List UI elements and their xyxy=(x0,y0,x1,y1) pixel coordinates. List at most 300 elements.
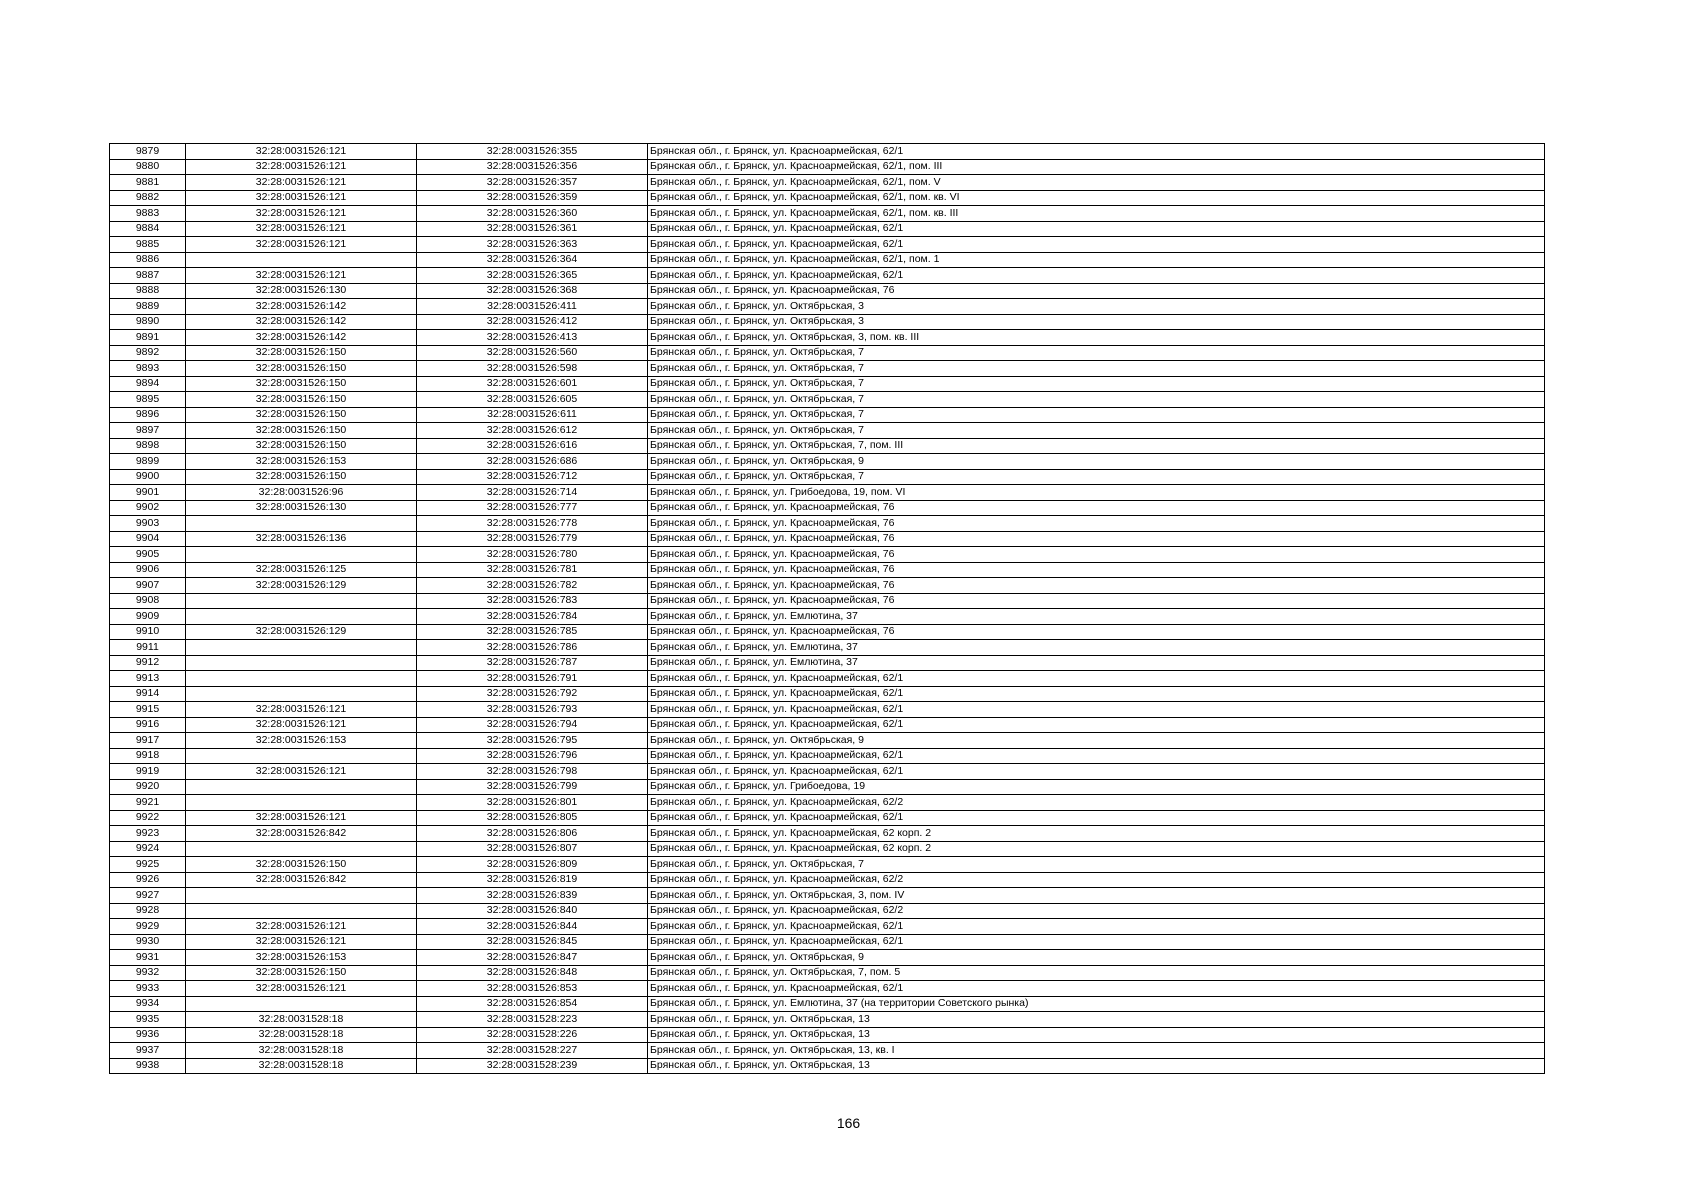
table-row xyxy=(110,717,1545,733)
cadastral-number-cell: 32:28:0031526:355 xyxy=(417,144,648,160)
parent-cadastral-number-cell xyxy=(186,888,417,904)
row-number-cell: 9926 xyxy=(110,872,186,888)
row-number-cell: 9917 xyxy=(110,733,186,749)
cadastral-number-cell: 32:28:0031526:360 xyxy=(417,206,648,222)
table-row xyxy=(110,1058,1545,1074)
row-number-cell: 9899 xyxy=(110,454,186,470)
address-cell: Брянская обл., г. Брянск, ул. Красноармейская, 62/1 xyxy=(648,237,1545,253)
parent-cadastral-number-cell: 32:28:0031526:121 xyxy=(186,159,417,175)
address-cell: Брянская обл., г. Брянск, ул. Октябрьская, 7 xyxy=(648,857,1545,873)
row-number-cell: 9903 xyxy=(110,516,186,532)
table-row xyxy=(110,438,1545,454)
cadastral-number-cell: 32:28:0031526:364 xyxy=(417,252,648,268)
address-cell: Брянская обл., г. Брянск, ул. Красноармейская, 62/1, пом. кв. III xyxy=(648,206,1545,222)
address-cell: Брянская обл., г. Брянск, ул. Октябрьская, 7, пом. 5 xyxy=(648,965,1545,981)
page-number: 166 xyxy=(836,1115,861,1131)
table-row xyxy=(110,206,1545,222)
address-cell: Брянская обл., г. Брянск, ул. Октябрьская, 9 xyxy=(648,454,1545,470)
parent-cadastral-number-cell: 32:28:0031526:150 xyxy=(186,345,417,361)
parent-cadastral-number-cell: 32:28:0031526:136 xyxy=(186,531,417,547)
parent-cadastral-number-cell xyxy=(186,795,417,811)
cadastral-number-cell: 32:28:0031526:605 xyxy=(417,392,648,408)
table-row xyxy=(110,190,1545,206)
table-row xyxy=(110,547,1545,563)
parent-cadastral-number-cell: 32:28:0031526:121 xyxy=(186,206,417,222)
parent-cadastral-number-cell: 32:28:0031528:18 xyxy=(186,1027,417,1043)
table-row xyxy=(110,407,1545,423)
table-row xyxy=(110,454,1545,470)
row-number-cell: 9920 xyxy=(110,779,186,795)
parent-cadastral-number-cell: 32:28:0031526:121 xyxy=(186,764,417,780)
row-number-cell: 9897 xyxy=(110,423,186,439)
table-row xyxy=(110,423,1545,439)
cadastral-number-cell: 32:28:0031526:560 xyxy=(417,345,648,361)
row-number-cell: 9892 xyxy=(110,345,186,361)
address-cell: Брянская обл., г. Брянск, ул. Октябрьская, 3, пом. кв. III xyxy=(648,330,1545,346)
row-number-cell: 9916 xyxy=(110,717,186,733)
address-cell: Брянская обл., г. Брянск, ул. Октябрьская, 9 xyxy=(648,733,1545,749)
row-number-cell: 9895 xyxy=(110,392,186,408)
row-number-cell: 9908 xyxy=(110,593,186,609)
address-cell: Брянская обл., г. Брянск, ул. Октябрьская, 13 xyxy=(648,1027,1545,1043)
address-cell: Брянская обл., г. Брянск, ул. Октябрьская, 13, кв. I xyxy=(648,1043,1545,1059)
address-cell: Брянская обл., г. Брянск, ул. Красноармейская, 62/1, пом. III xyxy=(648,159,1545,175)
table-row xyxy=(110,268,1545,284)
row-number-cell: 9905 xyxy=(110,547,186,563)
table-row xyxy=(110,764,1545,780)
table-row xyxy=(110,1012,1545,1028)
cadastral-number-cell: 32:28:0031526:356 xyxy=(417,159,648,175)
address-cell: Брянская обл., г. Брянск, ул. Красноармейская, 62/1 xyxy=(648,221,1545,237)
row-number-cell: 9931 xyxy=(110,950,186,966)
address-cell: Брянская обл., г. Брянск, ул. Красноармейская, 62 корп. 2 xyxy=(648,826,1545,842)
row-number-cell: 9912 xyxy=(110,655,186,671)
cadastral-number-cell: 32:28:0031526:785 xyxy=(417,624,648,640)
property-register-table xyxy=(109,143,1545,1074)
table-row xyxy=(110,237,1545,253)
table-row xyxy=(110,469,1545,485)
cadastral-number-cell: 32:28:0031526:791 xyxy=(417,671,648,687)
cadastral-number-cell: 32:28:0031526:792 xyxy=(417,686,648,702)
cadastral-number-cell: 32:28:0031526:714 xyxy=(417,485,648,501)
parent-cadastral-number-cell: 32:28:0031526:150 xyxy=(186,438,417,454)
cadastral-number-cell: 32:28:0031526:801 xyxy=(417,795,648,811)
parent-cadastral-number-cell: 32:28:0031526:121 xyxy=(186,981,417,997)
parent-cadastral-number-cell: 32:28:0031526:150 xyxy=(186,361,417,377)
cadastral-number-cell: 32:28:0031526:845 xyxy=(417,934,648,950)
address-cell: Брянская обл., г. Брянск, ул. Красноармейская, 62/1 xyxy=(648,144,1545,160)
row-number-cell: 9880 xyxy=(110,159,186,175)
address-cell: Брянская обл., г. Брянск, ул. Красноармейская, 62/1 xyxy=(648,934,1545,950)
row-number-cell: 9902 xyxy=(110,500,186,516)
row-number-cell: 9910 xyxy=(110,624,186,640)
row-number-cell: 9929 xyxy=(110,919,186,935)
row-number-cell: 9927 xyxy=(110,888,186,904)
parent-cadastral-number-cell: 32:28:0031526:153 xyxy=(186,950,417,966)
cadastral-number-cell: 32:28:0031526:807 xyxy=(417,841,648,857)
row-number-cell: 9922 xyxy=(110,810,186,826)
table-row xyxy=(110,733,1545,749)
row-number-cell: 9881 xyxy=(110,175,186,191)
address-cell: Брянская обл., г. Брянск, ул. Красноармейская, 62/1 xyxy=(648,764,1545,780)
cadastral-number-cell: 32:28:0031526:799 xyxy=(417,779,648,795)
cadastral-number-cell: 32:28:0031526:805 xyxy=(417,810,648,826)
table-row xyxy=(110,500,1545,516)
row-number-cell: 9896 xyxy=(110,407,186,423)
register-table-body xyxy=(110,144,1545,1074)
address-cell: Брянская обл., г. Брянск, ул. Грибоедова, 19, пом. VI xyxy=(648,485,1545,501)
cadastral-number-cell: 32:28:0031526:806 xyxy=(417,826,648,842)
address-cell: Брянская обл., г. Брянск, ул. Красноармейская, 76 xyxy=(648,283,1545,299)
parent-cadastral-number-cell xyxy=(186,252,417,268)
cadastral-number-cell: 32:28:0031526:793 xyxy=(417,702,648,718)
row-number-cell: 9900 xyxy=(110,469,186,485)
address-cell: Брянская обл., г. Брянск, ул. Емлютина, 37 xyxy=(648,609,1545,625)
parent-cadastral-number-cell xyxy=(186,655,417,671)
row-number-cell: 9906 xyxy=(110,562,186,578)
parent-cadastral-number-cell: 32:28:0031526:121 xyxy=(186,144,417,160)
cadastral-number-cell: 32:28:0031526:809 xyxy=(417,857,648,873)
row-number-cell: 9935 xyxy=(110,1012,186,1028)
row-number-cell: 9893 xyxy=(110,361,186,377)
parent-cadastral-number-cell: 32:28:0031526:121 xyxy=(186,934,417,950)
cadastral-number-cell: 32:28:0031528:239 xyxy=(417,1058,648,1074)
table-row xyxy=(110,159,1545,175)
address-cell: Брянская обл., г. Брянск, ул. Красноармейская, 76 xyxy=(648,500,1545,516)
cadastral-number-cell: 32:28:0031526:840 xyxy=(417,903,648,919)
address-cell: Брянская обл., г. Брянск, ул. Октябрьская, 3, пом. IV xyxy=(648,888,1545,904)
address-cell: Брянская обл., г. Брянск, ул. Октябрьская, 13 xyxy=(648,1058,1545,1074)
table-row xyxy=(110,578,1545,594)
table-row xyxy=(110,376,1545,392)
row-number-cell: 9925 xyxy=(110,857,186,873)
address-cell: Брянская обл., г. Брянск, ул. Красноармейская, 62/2 xyxy=(648,795,1545,811)
address-cell: Брянская обл., г. Брянск, ул. Красноармейская, 76 xyxy=(648,562,1545,578)
parent-cadastral-number-cell: 32:28:0031526:121 xyxy=(186,190,417,206)
row-number-cell: 9889 xyxy=(110,299,186,315)
address-cell: Брянская обл., г. Брянск, ул. Октябрьская, 7 xyxy=(648,392,1545,408)
table-row xyxy=(110,392,1545,408)
parent-cadastral-number-cell: 32:28:0031526:150 xyxy=(186,407,417,423)
parent-cadastral-number-cell: 32:28:0031526:150 xyxy=(186,469,417,485)
cadastral-number-cell: 32:28:0031526:787 xyxy=(417,655,648,671)
address-cell: Брянская обл., г. Брянск, ул. Красноармейская, 62/1 xyxy=(648,686,1545,702)
cadastral-number-cell: 32:28:0031526:798 xyxy=(417,764,648,780)
table-row xyxy=(110,950,1545,966)
cadastral-number-cell: 32:28:0031526:616 xyxy=(417,438,648,454)
row-number-cell: 9933 xyxy=(110,981,186,997)
table-row xyxy=(110,795,1545,811)
table-row xyxy=(110,1027,1545,1043)
address-cell: Брянская обл., г. Брянск, ул. Красноармейская, 62/1, пом. кв. VI xyxy=(648,190,1545,206)
table-row xyxy=(110,531,1545,547)
cadastral-number-cell: 32:28:0031526:778 xyxy=(417,516,648,532)
address-cell: Брянская обл., г. Брянск, ул. Красноармейская, 62/1 xyxy=(648,671,1545,687)
cadastral-number-cell: 32:28:0031526:363 xyxy=(417,237,648,253)
table-row xyxy=(110,810,1545,826)
table-row xyxy=(110,624,1545,640)
address-cell: Брянская обл., г. Брянск, ул. Красноармейская, 62/1 xyxy=(648,810,1545,826)
parent-cadastral-number-cell: 32:28:0031526:142 xyxy=(186,299,417,315)
cadastral-number-cell: 32:28:0031526:783 xyxy=(417,593,648,609)
table-row xyxy=(110,857,1545,873)
parent-cadastral-number-cell: 32:28:0031526:129 xyxy=(186,624,417,640)
cadastral-number-cell: 32:28:0031526:839 xyxy=(417,888,648,904)
table-row xyxy=(110,640,1545,656)
parent-cadastral-number-cell: 32:28:0031526:129 xyxy=(186,578,417,594)
address-cell: Брянская обл., г. Брянск, ул. Красноармейская, 76 xyxy=(648,547,1545,563)
address-cell: Брянская обл., г. Брянск, ул. Октябрьская, 3 xyxy=(648,299,1545,315)
parent-cadastral-number-cell: 32:28:0031526:842 xyxy=(186,872,417,888)
cadastral-number-cell: 32:28:0031526:361 xyxy=(417,221,648,237)
address-cell: Брянская обл., г. Брянск, ул. Грибоедова, 19 xyxy=(648,779,1545,795)
row-number-cell: 9936 xyxy=(110,1027,186,1043)
cadastral-number-cell: 32:28:0031526:782 xyxy=(417,578,648,594)
cadastral-number-cell: 32:28:0031526:853 xyxy=(417,981,648,997)
cadastral-number-cell: 32:28:0031526:847 xyxy=(417,950,648,966)
parent-cadastral-number-cell xyxy=(186,996,417,1012)
table-row xyxy=(110,841,1545,857)
row-number-cell: 9886 xyxy=(110,252,186,268)
table-row xyxy=(110,593,1545,609)
parent-cadastral-number-cell: 32:28:0031526:142 xyxy=(186,314,417,330)
row-number-cell: 9907 xyxy=(110,578,186,594)
address-cell: Брянская обл., г. Брянск, ул. Октябрьская, 7 xyxy=(648,469,1545,485)
row-number-cell: 9904 xyxy=(110,531,186,547)
row-number-cell: 9915 xyxy=(110,702,186,718)
parent-cadastral-number-cell: 32:28:0031526:130 xyxy=(186,283,417,299)
parent-cadastral-number-cell: 32:28:0031526:125 xyxy=(186,562,417,578)
parent-cadastral-number-cell: 32:28:0031526:121 xyxy=(186,717,417,733)
address-cell: Брянская обл., г. Брянск, ул. Красноармейская, 76 xyxy=(648,624,1545,640)
cadastral-number-cell: 32:28:0031528:223 xyxy=(417,1012,648,1028)
parent-cadastral-number-cell: 32:28:0031526:150 xyxy=(186,423,417,439)
table-row xyxy=(110,299,1545,315)
table-row xyxy=(110,826,1545,842)
cadastral-number-cell: 32:28:0031526:601 xyxy=(417,376,648,392)
row-number-cell: 9909 xyxy=(110,609,186,625)
address-cell: Брянская обл., г. Брянск, ул. Октябрьская, 7 xyxy=(648,376,1545,392)
cadastral-number-cell: 32:28:0031526:854 xyxy=(417,996,648,1012)
table-row xyxy=(110,485,1545,501)
row-number-cell: 9884 xyxy=(110,221,186,237)
table-row xyxy=(110,779,1545,795)
parent-cadastral-number-cell xyxy=(186,547,417,563)
cadastral-number-cell: 32:28:0031526:848 xyxy=(417,965,648,981)
cadastral-number-cell: 32:28:0031526:781 xyxy=(417,562,648,578)
parent-cadastral-number-cell: 32:28:0031526:150 xyxy=(186,392,417,408)
table-row xyxy=(110,996,1545,1012)
cadastral-number-cell: 32:28:0031526:786 xyxy=(417,640,648,656)
cadastral-number-cell: 32:28:0031526:686 xyxy=(417,454,648,470)
address-cell: Брянская обл., г. Брянск, ул. Октябрьская, 13 xyxy=(648,1012,1545,1028)
cadastral-number-cell: 32:28:0031526:357 xyxy=(417,175,648,191)
table-row xyxy=(110,655,1545,671)
address-cell: Брянская обл., г. Брянск, ул. Красноармейская, 62/1 xyxy=(648,268,1545,284)
table-row xyxy=(110,252,1545,268)
cadastral-number-cell: 32:28:0031526:794 xyxy=(417,717,648,733)
row-number-cell: 9879 xyxy=(110,144,186,160)
table-row xyxy=(110,314,1545,330)
address-cell: Брянская обл., г. Брянск, ул. Красноармейская, 62/1 xyxy=(648,748,1545,764)
parent-cadastral-number-cell: 32:28:0031526:130 xyxy=(186,500,417,516)
address-cell: Брянская обл., г. Брянск, ул. Октябрьская, 9 xyxy=(648,950,1545,966)
table-row xyxy=(110,748,1545,764)
row-number-cell: 9887 xyxy=(110,268,186,284)
address-cell: Брянская обл., г. Брянск, ул. Октябрьская, 3 xyxy=(648,314,1545,330)
table-row xyxy=(110,221,1545,237)
row-number-cell: 9937 xyxy=(110,1043,186,1059)
row-number-cell: 9890 xyxy=(110,314,186,330)
table-row xyxy=(110,144,1545,160)
cadastral-number-cell: 32:28:0031528:226 xyxy=(417,1027,648,1043)
address-cell: Брянская обл., г. Брянск, ул. Емлютина, 37 xyxy=(648,640,1545,656)
row-number-cell: 9901 xyxy=(110,485,186,501)
parent-cadastral-number-cell: 32:28:0031526:150 xyxy=(186,965,417,981)
cadastral-number-cell: 32:28:0031528:227 xyxy=(417,1043,648,1059)
cadastral-number-cell: 32:28:0031526:611 xyxy=(417,407,648,423)
row-number-cell: 9918 xyxy=(110,748,186,764)
parent-cadastral-number-cell xyxy=(186,903,417,919)
address-cell: Брянская обл., г. Брянск, ул. Октябрьская, 7 xyxy=(648,423,1545,439)
cadastral-number-cell: 32:28:0031526:844 xyxy=(417,919,648,935)
address-cell: Брянская обл., г. Брянск, ул. Октябрьская, 7 xyxy=(648,361,1545,377)
cadastral-number-cell: 32:28:0031526:777 xyxy=(417,500,648,516)
cadastral-number-cell: 32:28:0031526:359 xyxy=(417,190,648,206)
cadastral-number-cell: 32:28:0031526:819 xyxy=(417,872,648,888)
row-number-cell: 9932 xyxy=(110,965,186,981)
table-row xyxy=(110,671,1545,687)
parent-cadastral-number-cell: 32:28:0031526:842 xyxy=(186,826,417,842)
row-number-cell: 9911 xyxy=(110,640,186,656)
address-cell: Брянская обл., г. Брянск, ул. Красноармейская, 76 xyxy=(648,578,1545,594)
row-number-cell: 9914 xyxy=(110,686,186,702)
address-cell: Брянская обл., г. Брянск, ул. Красноармейская, 62/2 xyxy=(648,872,1545,888)
parent-cadastral-number-cell xyxy=(186,640,417,656)
table-row xyxy=(110,283,1545,299)
table-row xyxy=(110,609,1545,625)
table-row xyxy=(110,919,1545,935)
row-number-cell: 9924 xyxy=(110,841,186,857)
cadastral-number-cell: 32:28:0031526:712 xyxy=(417,469,648,485)
address-cell: Брянская обл., г. Брянск, ул. Красноармейская, 62/1 xyxy=(648,981,1545,997)
parent-cadastral-number-cell xyxy=(186,748,417,764)
table-row xyxy=(110,872,1545,888)
row-number-cell: 9938 xyxy=(110,1058,186,1074)
table-row xyxy=(110,965,1545,981)
parent-cadastral-number-cell: 32:28:0031526:153 xyxy=(186,454,417,470)
table-row xyxy=(110,934,1545,950)
parent-cadastral-number-cell xyxy=(186,779,417,795)
parent-cadastral-number-cell: 32:28:0031526:121 xyxy=(186,175,417,191)
cadastral-number-cell: 32:28:0031526:612 xyxy=(417,423,648,439)
row-number-cell: 9885 xyxy=(110,237,186,253)
parent-cadastral-number-cell: 32:28:0031526:96 xyxy=(186,485,417,501)
cadastral-number-cell: 32:28:0031526:411 xyxy=(417,299,648,315)
cadastral-number-cell: 32:28:0031526:779 xyxy=(417,531,648,547)
parent-cadastral-number-cell: 32:28:0031526:121 xyxy=(186,237,417,253)
cadastral-number-cell: 32:28:0031526:795 xyxy=(417,733,648,749)
table-row xyxy=(110,888,1545,904)
row-number-cell: 9894 xyxy=(110,376,186,392)
address-cell: Брянская обл., г. Брянск, ул. Емлютина, 37 (на территории Советского рынка) xyxy=(648,996,1545,1012)
row-number-cell: 9883 xyxy=(110,206,186,222)
row-number-cell: 9898 xyxy=(110,438,186,454)
address-cell: Брянская обл., г. Брянск, ул. Октябрьская, 7 xyxy=(648,407,1545,423)
parent-cadastral-number-cell: 32:28:0031526:150 xyxy=(186,376,417,392)
address-cell: Брянская обл., г. Брянск, ул. Красноармейская, 62/1 xyxy=(648,717,1545,733)
parent-cadastral-number-cell: 32:28:0031528:18 xyxy=(186,1058,417,1074)
parent-cadastral-number-cell xyxy=(186,609,417,625)
row-number-cell: 9888 xyxy=(110,283,186,299)
parent-cadastral-number-cell: 32:28:0031526:150 xyxy=(186,857,417,873)
table-row xyxy=(110,1043,1545,1059)
parent-cadastral-number-cell xyxy=(186,841,417,857)
parent-cadastral-number-cell: 32:28:0031526:121 xyxy=(186,221,417,237)
address-cell: Брянская обл., г. Брянск, ул. Красноармейская, 76 xyxy=(648,531,1545,547)
row-number-cell: 9891 xyxy=(110,330,186,346)
cadastral-number-cell: 32:28:0031526:784 xyxy=(417,609,648,625)
address-cell: Брянская обл., г. Брянск, ул. Красноармейская, 62 корп. 2 xyxy=(648,841,1545,857)
parent-cadastral-number-cell: 32:28:0031526:121 xyxy=(186,702,417,718)
address-cell: Брянская обл., г. Брянск, ул. Красноармейская, 62/2 xyxy=(648,903,1545,919)
parent-cadastral-number-cell xyxy=(186,671,417,687)
address-cell: Брянская обл., г. Брянск, ул. Красноармейская, 76 xyxy=(648,516,1545,532)
address-cell: Брянская обл., г. Брянск, ул. Красноармейская, 62/1, пом. 1 xyxy=(648,252,1545,268)
address-cell: Брянская обл., г. Брянск, ул. Красноармейская, 62/1, пом. V xyxy=(648,175,1545,191)
parent-cadastral-number-cell: 32:28:0031526:121 xyxy=(186,268,417,284)
address-cell: Брянская обл., г. Брянск, ул. Октябрьская, 7 xyxy=(648,345,1545,361)
table-row xyxy=(110,175,1545,191)
row-number-cell: 9923 xyxy=(110,826,186,842)
table-row xyxy=(110,702,1545,718)
cadastral-number-cell: 32:28:0031526:796 xyxy=(417,748,648,764)
parent-cadastral-number-cell: 32:28:0031526:121 xyxy=(186,810,417,826)
address-cell: Брянская обл., г. Брянск, ул. Емлютина, 37 xyxy=(648,655,1545,671)
parent-cadastral-number-cell: 32:28:0031526:153 xyxy=(186,733,417,749)
address-cell: Брянская обл., г. Брянск, ул. Красноармейская, 62/1 xyxy=(648,702,1545,718)
parent-cadastral-number-cell: 32:28:0031526:121 xyxy=(186,919,417,935)
cadastral-number-cell: 32:28:0031526:413 xyxy=(417,330,648,346)
address-cell: Брянская обл., г. Брянск, ул. Октябрьская, 7, пом. III xyxy=(648,438,1545,454)
address-cell: Брянская обл., г. Брянск, ул. Красноармейская, 76 xyxy=(648,593,1545,609)
table-row xyxy=(110,562,1545,578)
cadastral-number-cell: 32:28:0031526:412 xyxy=(417,314,648,330)
parent-cadastral-number-cell: 32:28:0031526:142 xyxy=(186,330,417,346)
table-row xyxy=(110,903,1545,919)
row-number-cell: 9919 xyxy=(110,764,186,780)
row-number-cell: 9882 xyxy=(110,190,186,206)
table-row xyxy=(110,330,1545,346)
cadastral-number-cell: 32:28:0031526:365 xyxy=(417,268,648,284)
table-row xyxy=(110,345,1545,361)
row-number-cell: 9921 xyxy=(110,795,186,811)
address-cell: Брянская обл., г. Брянск, ул. Красноармейская, 62/1 xyxy=(648,919,1545,935)
parent-cadastral-number-cell xyxy=(186,593,417,609)
row-number-cell: 9913 xyxy=(110,671,186,687)
table-row xyxy=(110,516,1545,532)
row-number-cell: 9934 xyxy=(110,996,186,1012)
parent-cadastral-number-cell: 32:28:0031528:18 xyxy=(186,1043,417,1059)
parent-cadastral-number-cell: 32:28:0031528:18 xyxy=(186,1012,417,1028)
table-row xyxy=(110,361,1545,377)
parent-cadastral-number-cell xyxy=(186,516,417,532)
parent-cadastral-number-cell xyxy=(186,686,417,702)
row-number-cell: 9930 xyxy=(110,934,186,950)
cadastral-number-cell: 32:28:0031526:368 xyxy=(417,283,648,299)
cadastral-number-cell: 32:28:0031526:598 xyxy=(417,361,648,377)
table-row xyxy=(110,686,1545,702)
